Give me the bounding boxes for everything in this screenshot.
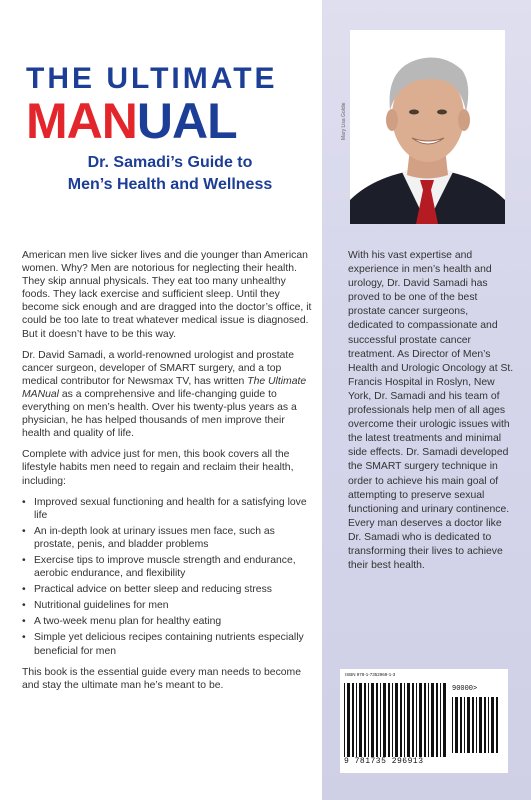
paragraph-2-end: as a comprehensive and life-changing guide to everything on men’s health. Over his twenty-plus years as a physician, he has helped thousands of men improve their health and quality of life. [22, 388, 297, 440]
isbn-barcode [340, 669, 508, 773]
title-line-1: THE ULTIMATE [26, 62, 278, 95]
book-title-italic: The Ultimate MANual [22, 375, 307, 400]
title-man: MAN [26, 93, 137, 149]
photo-credit: Mary Lisa Goldie [341, 102, 347, 140]
description-paragraph-3: Complete with advice just for men, this book covers all the lifestyle habits men need to regain and reclaim their health, including: [22, 449, 294, 487]
subtitle-line-2: Men’s Health and Wellness [67, 176, 273, 193]
subtitle [20, 152, 320, 196]
list-item: • Exercise tips to improve muscle strength and endurance, aerobic endurance, and flexibility [22, 554, 314, 580]
closing-paragraph: This book is the essential guide every man needs to become and stay the ultimate man he’s meant to be. [22, 666, 301, 691]
list-item: • A two-week menu plan for healthy eating [22, 615, 314, 628]
paragraph-2-start: Dr. David Samadi, a world-renowned urologist and prostate cancer surgeon, developer of SMART surgery, and a top medical contributor for Newsmax TV, has written [22, 349, 295, 387]
list-item: • Simple yet delicious recipes containing nutrients especially beneficial for men [22, 631, 314, 657]
subtitle-line-1: Dr. Samadi’s Guide to [87, 154, 253, 171]
description-paragraph-1: American men live sicker lives and die younger than American women. Why? Men are notorious for neglecting their health. They skip annual physicals. They eat too many unhealthy foods. They lack exercise and sufficient sleep. Until they become sick enough and are dragged into the doctor’s office, it could be too late to treat whatever medical issue is diagnosed. But it doesn’t have to be this way. [22, 250, 312, 340]
barcode-digits: 9 781735 296913 [344, 757, 424, 766]
list-item: • Practical advice on better sleep and reducing stress [22, 583, 314, 596]
description-column [22, 249, 314, 700]
title-ual: UAL [136, 93, 237, 149]
isbn-label: ISBN 978-1-7352969-1-3 [345, 672, 396, 677]
barcode-bars [344, 683, 448, 757]
price-code: 90000> [452, 685, 478, 693]
author-photo [350, 30, 505, 224]
list-item: • An in-depth look at urinary issues men face, such as prostate, penis, and bladder problems [22, 525, 314, 551]
title-line-2 [26, 93, 316, 149]
price-barcode-bars [452, 697, 500, 753]
topics-list [22, 496, 314, 658]
author-bio [348, 249, 516, 573]
author-bio-text: With his vast expertise and experience in men’s health and urology, Dr. David Samadi has proved to be one of the best prostate cancer surgeons, dedicated to compassionate and successful prostate cancer treatment. As Director of Men’s Health and Urologic Oncology at St. Francis Hospital in Roslyn, New York, Dr. Samadi and his team of professionals help men of all ages overcome their urologic issues with the latest treatments and minimal side effects. Dr. Samadi developed the SMART surgery technique in order to achieve his main goal of attempting to preserve sexual functioning and urinary continence. Every man deserves a doctor like Dr. Samadi who is dedicated to transforming their lives to achieve their best health. [348, 250, 514, 572]
list-item: • Nutritional guidelines for men [22, 599, 314, 612]
list-item: • Improved sexual functioning and health for a satisfying love life [22, 496, 314, 522]
description-paragraph-2 [22, 349, 314, 441]
